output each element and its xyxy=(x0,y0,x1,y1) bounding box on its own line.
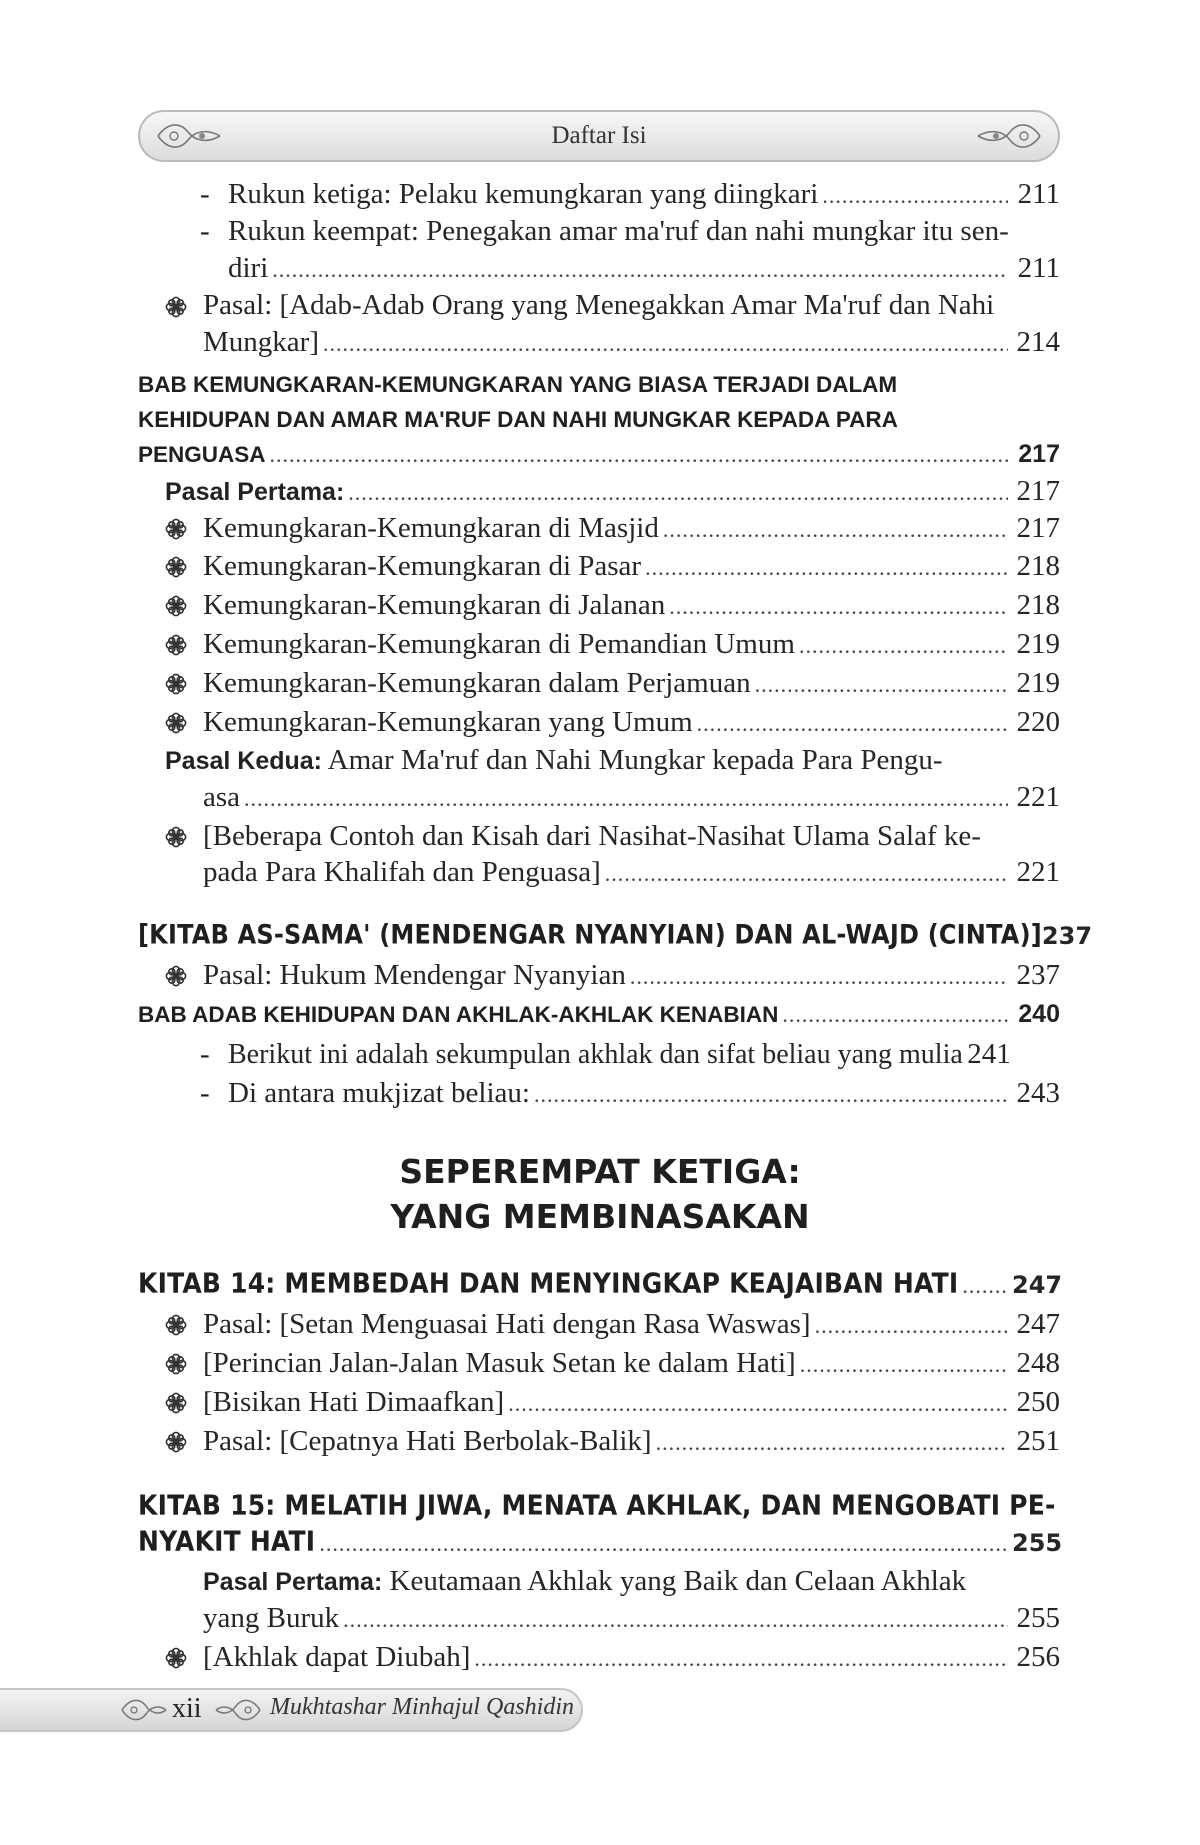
dot-leader xyxy=(343,1607,1008,1633)
toc-entry-page: 219 xyxy=(1016,628,1060,660)
flower-bullet-icon xyxy=(165,1392,187,1414)
flower-bullet-icon xyxy=(165,634,187,656)
dot-leader xyxy=(645,555,1008,581)
dot-leader xyxy=(244,786,1008,812)
toc-entry xyxy=(228,252,1060,285)
dot-leader xyxy=(669,594,1008,620)
flower-bullet-icon xyxy=(165,595,187,617)
toc-entry-page: 237 xyxy=(1016,959,1060,991)
toc-entry-page: 221 xyxy=(1016,856,1060,888)
toc-entry xyxy=(203,706,1060,739)
book-entry-label: KITAB 14: MEMBEDAH DAN MENYINGKAP KEAJAIBAN HATI xyxy=(138,1266,959,1299)
toc-entry xyxy=(228,178,1060,211)
toc-entry-label: Kemungkaran-Kemungkaran di Pasar xyxy=(203,550,642,582)
flower-bullet-icon xyxy=(165,1314,187,1336)
chapter-heading-line: KEHIDUPAN DAN AMAR MA'RUF DAN NAHI MUNGKAR KEPADA PARA xyxy=(138,407,898,432)
toc-entry-label: Pasal: Hukum Mendengar Nyanyian xyxy=(203,959,626,991)
dot-leader xyxy=(474,1646,1008,1672)
toc-entry-label: [Bisikan Hati Dimaafkan] xyxy=(203,1386,505,1418)
book-entry-label: [KITAB AS-SAMA' (MENDENGAR NYANYIAN) DAN AL-WAJD (CINTA)] xyxy=(138,918,1042,950)
ornament-right-icon xyxy=(974,118,1044,154)
toc-entry xyxy=(203,512,1060,545)
ornament-right-icon xyxy=(212,1694,264,1726)
flower-bullet-icon xyxy=(165,518,187,540)
toc-entry-page: 218 xyxy=(1016,550,1060,582)
dot-leader xyxy=(348,480,1008,506)
toc-entry-label: Kemungkaran-Kemungkaran yang Umum xyxy=(203,706,693,738)
toc-entry-label: asa xyxy=(203,781,241,813)
dot-leader xyxy=(799,633,1008,659)
toc-entry-page: 211 xyxy=(1017,252,1060,284)
toc-entry-page: 256 xyxy=(1016,1641,1060,1673)
dash-marker: - xyxy=(200,215,210,247)
dot-leader xyxy=(270,442,1008,468)
toc-entry xyxy=(228,1038,1060,1071)
book-title: Mukhtashar Minhajul Qashidin xyxy=(270,1694,574,1720)
page-title: Daftar Isi xyxy=(551,122,647,149)
book-entry-page: 247 xyxy=(1012,1271,1063,1299)
toc-entry-page: 220 xyxy=(1016,706,1060,738)
toc-entry-page: 248 xyxy=(1016,1347,1060,1379)
flower-bullet-icon xyxy=(165,1353,187,1375)
chapter-entry-label: BAB ADAB KEHIDUPAN DAN AKHLAK-AKHLAK KENABIAN xyxy=(138,1002,779,1027)
flower-bullet-icon xyxy=(165,1431,187,1453)
section-title: YANG MEMBINASAKAN xyxy=(390,1197,810,1236)
toc-entry xyxy=(165,475,1060,508)
book-entry xyxy=(138,1266,1063,1299)
page-number: xii xyxy=(172,1693,202,1724)
dash-marker: - xyxy=(200,1038,210,1070)
flower-bullet-icon xyxy=(165,826,187,848)
section-text: Amar Ma'ruf dan Nahi Mungkar kepada Para Pengu- xyxy=(327,744,943,776)
dot-leader xyxy=(697,711,1008,737)
dot-leader xyxy=(534,1082,1008,1108)
toc-entry-label: diri xyxy=(228,252,269,284)
toc-entry xyxy=(203,1308,1060,1341)
book-heading-line: KITAB 15: MELATIH JIWA, MENATA AKHLAK, DAN MENGOBATI PE- xyxy=(138,1488,1056,1521)
toc-entry-label: Di antara mukjizat beliau: xyxy=(228,1077,530,1109)
dot-leader xyxy=(962,1273,1008,1299)
toc-entry-label: Pasal Pertama: xyxy=(165,478,345,506)
toc-entry-page: 217 xyxy=(1016,512,1060,544)
toc-entry-page: 211 xyxy=(1017,178,1060,210)
toc-entry-label: Kemungkaran-Kemungkaran di Jalanan xyxy=(203,589,666,621)
dash-marker: - xyxy=(200,1077,210,1109)
toc-entry xyxy=(203,1641,1060,1674)
chapter-entry xyxy=(138,440,1060,469)
toc-entry xyxy=(203,550,1060,583)
toc-entry xyxy=(203,1602,1060,1635)
flower-bullet-icon xyxy=(165,1647,187,1669)
toc-entry-label: yang Buruk xyxy=(203,1602,340,1634)
section-text: Keutamaan Akhlak yang Baik dan Celaan Akhlak xyxy=(389,1565,967,1597)
flower-bullet-icon xyxy=(165,965,187,987)
book-entry xyxy=(138,918,1093,950)
dot-leader xyxy=(323,331,1008,357)
section-title: SEPEREMPAT KETIGA: xyxy=(399,1152,801,1191)
flower-bullet-icon xyxy=(165,296,187,318)
toc-entry-page: 214 xyxy=(1016,326,1060,358)
chapter-entry-label: PENGUASA xyxy=(138,442,266,467)
section-label: Pasal Kedua: xyxy=(165,747,323,775)
toc-entry-label: Kemungkaran-Kemungkaran di Pemandian Umum xyxy=(203,628,795,660)
book-entry xyxy=(138,1524,1063,1557)
toc-entry-page: 243 xyxy=(1016,1077,1060,1109)
toc-entry xyxy=(228,1077,1060,1110)
toc-entry-label: Pasal: [Setan Menguasai Hati dengan Rasa Waswas] xyxy=(203,1308,811,1340)
chapter-heading-line: BAB KEMUNGKARAN-KEMUNGKARAN YANG BIASA TERJADI DALAM xyxy=(138,372,898,397)
flower-bullet-icon xyxy=(165,712,187,734)
toc-entry-label: Berikut ini adalah sekumpulan akhlak dan sifat beliau yang mulia xyxy=(228,1039,963,1070)
toc-entry-label: pada Para Khalifah dan Penguasa] xyxy=(203,856,601,888)
toc-entry-page: 255 xyxy=(1016,1602,1060,1634)
flower-bullet-icon xyxy=(165,673,187,695)
toc-entry xyxy=(203,589,1060,622)
toc-entry-label-line xyxy=(203,1565,966,1598)
dot-leader xyxy=(656,1430,1008,1456)
dot-leader xyxy=(800,1352,1008,1378)
section-label: Pasal Pertama: xyxy=(203,1568,383,1596)
chapter-entry xyxy=(138,1000,1060,1029)
toc-entry-page: 241 xyxy=(967,1038,1011,1070)
ornament-left-icon xyxy=(118,1694,170,1726)
toc-entry xyxy=(203,856,1060,889)
chapter-entry-page: 240 xyxy=(1018,1000,1060,1028)
toc-entry-page: 251 xyxy=(1016,1425,1060,1457)
running-header xyxy=(138,110,1060,162)
toc-entry-label: Kemungkaran-Kemungkaran dalam Perjamuan xyxy=(203,667,751,699)
toc-entry-page: 247 xyxy=(1016,1308,1060,1340)
book-entry-label: NYAKIT HATI xyxy=(138,1524,316,1557)
toc-entry xyxy=(203,1425,1060,1458)
dot-leader xyxy=(630,964,1008,990)
chapter-entry-page: 217 xyxy=(1018,440,1060,468)
dot-leader xyxy=(815,1313,1008,1339)
dot-leader xyxy=(605,861,1008,887)
toc-entry xyxy=(203,628,1060,661)
toc-entry-page: 250 xyxy=(1016,1386,1060,1418)
toc-entry-label-line: [Beberapa Contoh dan Kisah dari Nasihat-Nasihat Ulama Salaf ke- xyxy=(203,820,981,852)
book-entry-page: 255 xyxy=(1012,1529,1063,1557)
toc-entry-page: 217 xyxy=(1016,475,1060,507)
dot-leader xyxy=(755,672,1008,698)
dot-leader xyxy=(822,183,1008,209)
toc-entry xyxy=(203,1347,1060,1380)
toc-entry xyxy=(203,1386,1060,1419)
toc-entry-label-line: Rukun keempat: Penegakan amar ma'ruf dan nahi mungkar itu sen- xyxy=(228,215,1009,247)
dot-leader xyxy=(319,1531,1008,1557)
dot-leader xyxy=(508,1391,1008,1417)
dot-leader xyxy=(782,1002,1008,1028)
dot-leader xyxy=(663,517,1008,543)
toc-entry-label: Mungkar] xyxy=(203,326,319,358)
toc-entry xyxy=(203,959,1060,992)
dot-leader xyxy=(272,257,1008,283)
book-entry-page: 237 xyxy=(1041,922,1093,950)
dash-marker: - xyxy=(200,178,210,210)
toc-entry-page: 218 xyxy=(1016,589,1060,621)
toc-entry-label: [Perincian Jalan-Jalan Masuk Setan ke dalam Hati] xyxy=(203,1347,796,1379)
toc-entry-page: 221 xyxy=(1016,781,1060,813)
toc-entry-label: Rukun ketiga: Pelaku kemungkaran yang diingkari xyxy=(228,178,819,210)
toc-entry xyxy=(203,781,1060,814)
toc-entry-label: [Akhlak dapat Diubah] xyxy=(203,1641,471,1673)
toc-entry-label: Pasal: [Cepatnya Hati Berbolak-Balik] xyxy=(203,1425,652,1457)
toc-entry-page: 219 xyxy=(1016,667,1060,699)
toc-entry-label: Kemungkaran-Kemungkaran di Masjid xyxy=(203,512,659,544)
flower-bullet-icon xyxy=(165,556,187,578)
toc-entry-label-line xyxy=(165,744,943,777)
toc-entry-label-line: Pasal: [Adab-Adab Orang yang Menegakkan Amar Ma'ruf dan Nahi xyxy=(203,289,995,321)
toc-entry xyxy=(203,667,1060,700)
toc-entry xyxy=(203,326,1060,359)
